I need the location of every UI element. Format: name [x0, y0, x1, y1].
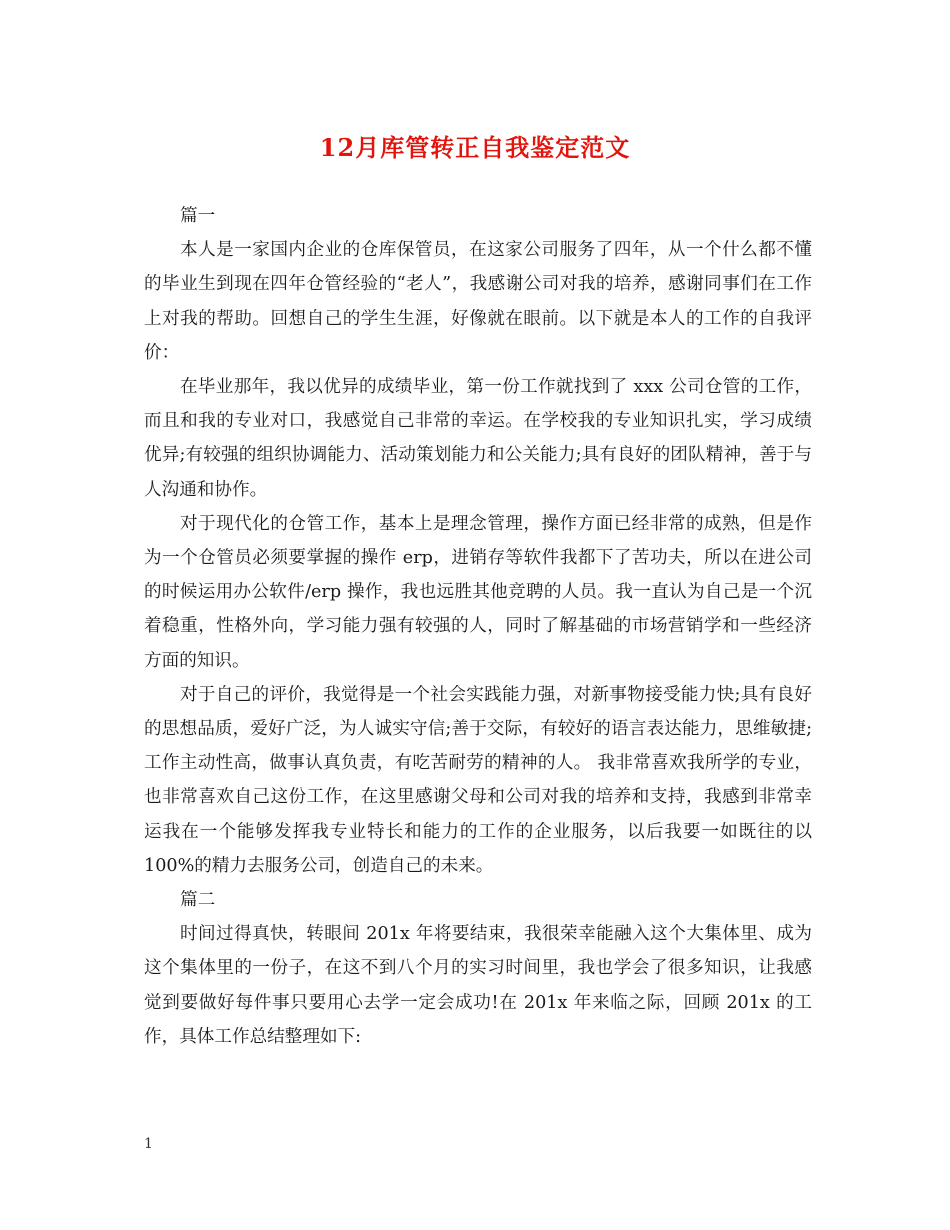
document-body — [144, 199, 812, 1054]
paragraph: 在毕业那年，我以优异的成绩毕业，第一份工作就找到了 xxx 公司仓管的工作，而且和我的专业对口，我感觉自己非常的幸运。在学校我的专业知识扎实，学习成绩优异;有较强的组织协调能力、活动策划能力和公关能力;具有良好的团队精神，善于与人沟通和协作。 — [144, 377, 812, 500]
paragraph: 对于自己的评价，我觉得是一个社会实践能力强，对新事物接受能力快;具有良好的思想品质，爱好广泛，为人诚实守信;善于交际，有较好的语言表达能力，思维敏捷;工作主动性高，做事认真负责，有吃苦耐劳的精神的人。 我非常喜欢我所学的专业，也非常喜欢自己这份工作，在这里感谢父母和公司对我的培养和支持，我感到非常幸运我在一个能够发挥我专业特长和能力的工作的企业服务，以后我要一如既往的以 100%的精力去服务公司，创造自己的未来。 — [144, 684, 812, 876]
paragraph: 本人是一家国内企业的仓库保管员，在这家公司服务了四年，从一个什么都不懂的毕业生到现在四年仓管经验的“老人”，我感谢公司对我的培养，感谢同事们在工作上对我的帮助。回想自己的学生生涯，好像就在眼前。以下就是本人的工作的自我评价： — [144, 240, 812, 363]
section-heading-1: 篇一 — [180, 206, 216, 226]
section-heading-2: 篇二 — [180, 890, 216, 911]
page-title: 12月库管转正自我鉴定范文 — [319, 133, 631, 162]
paragraph: 时间过得真快，转眼间 201x 年将要结束，我很荣幸能融入这个大集体里、成为这个集体里的一份子，在这不到八个月的实习时间里，我也学会了很多知识，让我感觉到要做好每件事只要用心去学一定会成功!在 201x 年来临之际，回顾 201x 的工作，具体工作总结整理如下: — [144, 924, 812, 1047]
page-number: 1 — [144, 1136, 153, 1152]
paragraph: 对于现代化的仓管工作，基本上是理念管理，操作方面已经非常的成熟，但是作为一个仓管员必须要掌握的操作 erp，进销存等软件我都下了苦功夫，所以在进公司的时候运用办公软件/erp 操作，我也远胜其他竞聘的人员。我一直认为自己是一个沉着稳重，性格外向，学习能力强有较强的人，同时了解基础的市场营销学和一些经济方面的知识。 — [144, 513, 812, 671]
